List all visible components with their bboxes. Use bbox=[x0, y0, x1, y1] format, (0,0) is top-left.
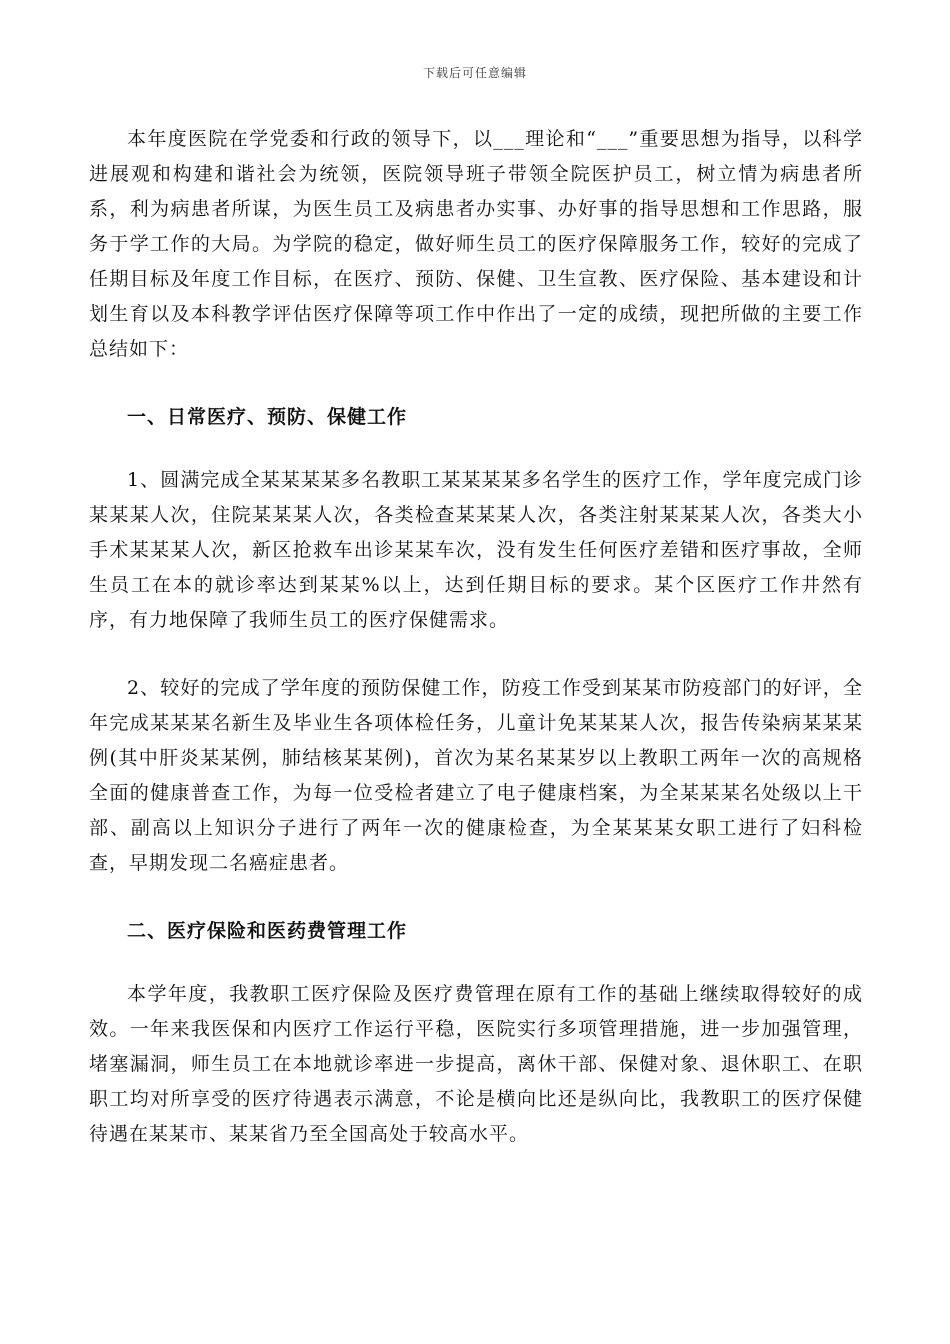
section-1-item-1: 1、圆满完成全某某某某多名教职工某某某某多名学生的医疗工作，学年度完成门诊某某某人次，住院某某某人次，各类检查某某某人次，各类注射某某某人次，各类大小手术某某某人次，新区抢救车出诊某某车次，没有发生任何医疗差错和医疗事故，全师生员工在本的就诊率达到某某%以上，达到任期目标的要求。某个区医疗工作井然有序，有力地保障了我师生员工的医疗保健需求。 bbox=[89, 469, 863, 631]
header-note: 下载后可任意编辑 bbox=[422, 66, 527, 80]
spacer bbox=[89, 881, 863, 914]
spacer bbox=[89, 949, 863, 977]
section-1-item-2: 2、较好的完成了学年度的预防保健工作，防疫工作受到某某市防疫部门的好评，全年完成某某某名新生及毕业生各项体检任务，儿童计免某某某人次，报告传染病某某某例(其中肝炎某某例，肺结核某某例)，首次为某名某某岁以上教职工两年一次的高规格全面的健康普查工作，为每一位受检者建立了电子健康档案，为全某某某名处级以上干部、副高以上知识分子进行了两年一次的健康检查，为全某某某女职工进行了妇科检查，早期发现二名癌症患者。 bbox=[89, 677, 863, 874]
section-heading-1: 一、日常医疗、预防、保健工作 bbox=[127, 406, 408, 428]
intro-paragraph: 本年度医院在学党委和行政的领导下，以___理论和“___”重要思想为指导，以科学进展观和构建和谐社会为统领，医院领导班子带领全院医护员工，树立情为病患者所系，利为病患者所谋，为医生员工及病患者办实事、办好事的指导思想和工作思路，服务于学工作的大局。为学院的稳定，做好师生员工的医疗保障服务工作，较好的完成了任期目标及年度工作目标，在医疗、预防、保健、卫生宣教、医疗保险、基本建设和计划生育以及本科教学评估医疗保障等项工作中作出了一定的成绩，现把所做的主要工作总结如下： bbox=[89, 128, 863, 360]
section-heading-2: 二、医疗保险和医药费管理工作 bbox=[127, 920, 408, 942]
section-2-paragraph: 本学年度，我教职工医疗保险及医疗费管理在原有工作的基础上继续取得较好的成效。一年来我医保和内医疗工作运行平稳，医院实行多项管理措施，进一步加强管理，堵塞漏洞，师生员工在本地就诊率进一步提高，离休干部、保健对象、退休职工、在职职工均对所享受的医疗待遇表示满意，不论是横向比还是纵向比，我教职工的医疗保健待遇在某某市、某某省乃至全国高处于较高水平。 bbox=[89, 983, 863, 1145]
spacer bbox=[89, 638, 863, 671]
document-body bbox=[89, 122, 863, 1152]
spacer bbox=[89, 435, 863, 463]
spacer bbox=[89, 367, 863, 400]
